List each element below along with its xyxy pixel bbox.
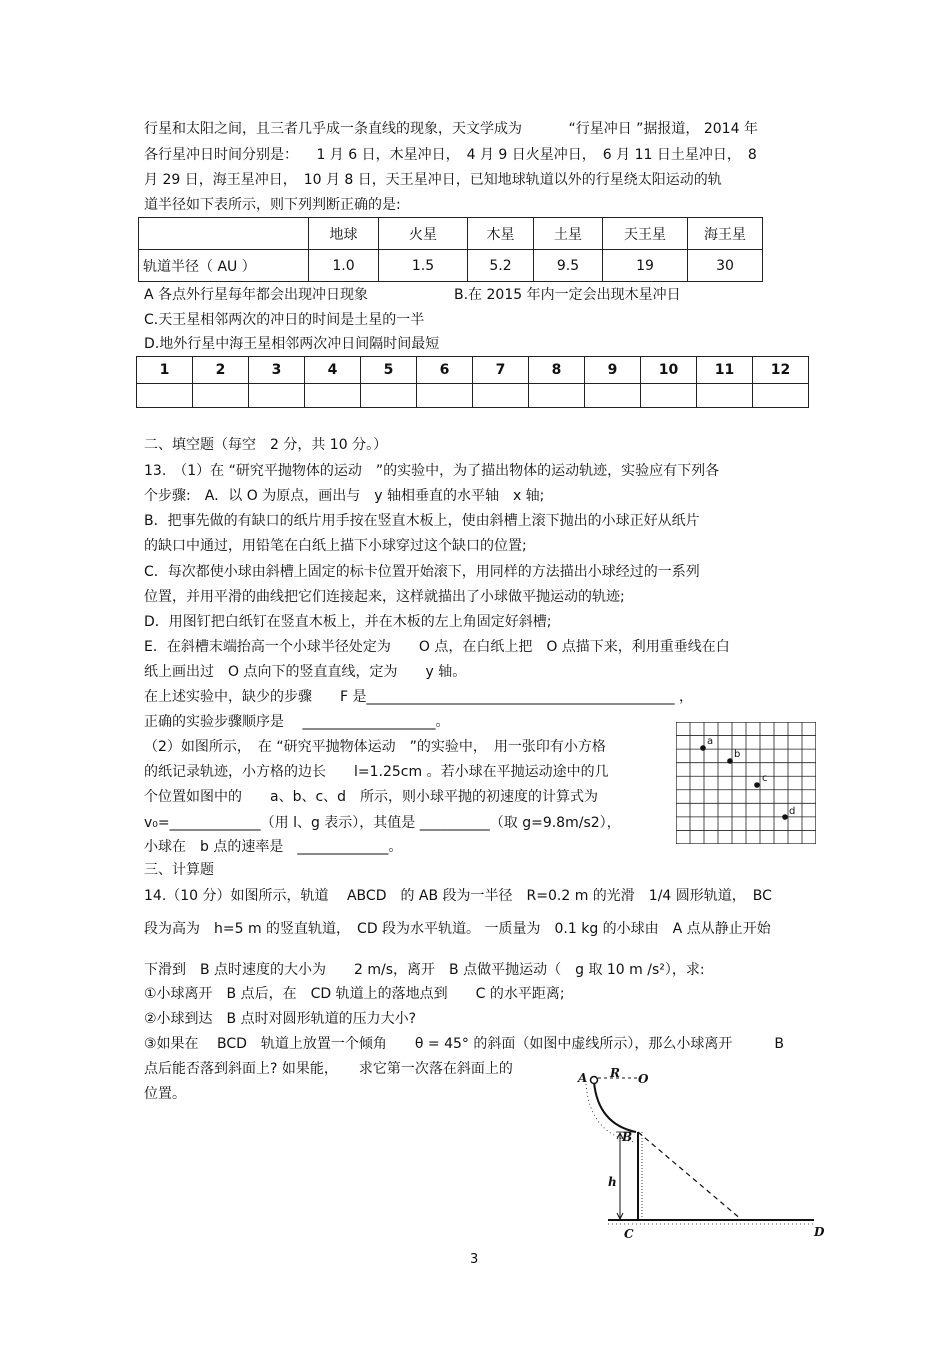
q13-line: 位置，并用平滑的曲线把它们连接起来，这样就描出了小球做平抛运动的轨迹; xyxy=(144,589,625,605)
orbit-value-cell: 30 xyxy=(688,250,763,282)
answer-blank-cell[interactable] xyxy=(305,384,361,408)
answer-number-cell: 5 xyxy=(361,357,417,384)
orbit-radius-table xyxy=(138,217,763,282)
section2-title: 二、填空题（每空 2 分，共 10 分。） xyxy=(144,437,388,453)
intro-line-4: 道半径如下表所示，则下列判断正确的是: xyxy=(144,197,401,213)
point-b-label: b xyxy=(734,749,741,760)
label-r: R xyxy=(610,1068,620,1080)
label-c: C xyxy=(624,1227,634,1241)
point-b-dot xyxy=(727,758,733,764)
orbit-header-cell: 天王星 xyxy=(603,218,688,250)
answer-blank-cell[interactable] xyxy=(137,384,193,408)
q13-line: 个位置如图中的 a、b、c、d 所示，则小球平抛的初速度的计算式为 xyxy=(144,789,599,805)
intro-line-3: 月 29 日，海王星冲日， 10 月 8 日，天王星冲日，已知地球轨道以外的行星绕太阳运动的轨 xyxy=(144,172,722,188)
label-h: h xyxy=(608,1175,617,1189)
q14-line: ②小球到达 B 点时对圆形轨道的压力大小? xyxy=(144,1011,417,1027)
q13-line: 在上述实验中，缺少的步骤 F 是____________________________________________ ， xyxy=(144,689,693,705)
answer-number-cell: 4 xyxy=(305,357,361,384)
orbit-header-cell: 火星 xyxy=(379,218,468,250)
section3-title: 三、计算题 xyxy=(144,862,214,878)
point-c-label: c xyxy=(762,773,768,784)
q14-line: 位置。 xyxy=(144,1086,186,1102)
q14-line: 段为高为 h=5 m 的竖直轨道， CD 段为水平轨道。 一质量为 0.1 kg 的小球由 A 点从静止开始 xyxy=(144,921,771,937)
orbit-value-cell: 19 xyxy=(603,250,688,282)
orbit-row-label: 轨道半径（ AU ） xyxy=(139,250,309,282)
point-d-label: d xyxy=(789,806,796,817)
q13-line: 13. （1）在 “研究平抛物体的运动 ”的实验中，为了描出物体的运动轨迹，实验应有下列各 xyxy=(144,463,720,479)
answer-number-cell: 9 xyxy=(585,357,641,384)
answer-blank-cell[interactable] xyxy=(249,384,305,408)
label-a: A xyxy=(578,1071,588,1085)
q13-line: 小球在 b 点的速率是 _____________。 xyxy=(144,839,403,855)
arc-track-ab xyxy=(594,1082,636,1132)
answer-number-cell: 11 xyxy=(697,357,753,384)
answer-blank-cell[interactable] xyxy=(753,384,809,408)
answer-blank-cell[interactable] xyxy=(193,384,249,408)
label-b: B xyxy=(622,1130,633,1144)
ball xyxy=(591,1077,598,1084)
answer-blank-cell[interactable] xyxy=(697,384,753,408)
incline-dashed-line xyxy=(638,1132,742,1220)
orbit-header-cell: 海王星 xyxy=(688,218,763,250)
track-lines xyxy=(586,1078,814,1224)
q14-line: 下滑到 B 点时速度的大小为 2 m/s，离开 B 点做平抛运动（ g 取 10 m /s²），求: xyxy=(144,962,705,978)
answer-number-cell: 12 xyxy=(753,357,809,384)
q14-line: 点后能否落到斜面上? 如果能， 求它第一次落在斜面上的 xyxy=(144,1061,513,1077)
answer-number-row xyxy=(137,357,809,384)
option-b: B.在 2015 年内一定会出现木星冲日 xyxy=(454,287,681,303)
q13-line: E．在斜槽末端抬高一个小球半径处定为 O 点，在白纸上把 O 点描下来，利用重垂线在白 xyxy=(144,639,730,655)
point-a-dot xyxy=(700,745,706,751)
q13-line: （2）如图所示， 在 “研究平抛物体运动 ”的实验中， 用一张印有小方格 xyxy=(144,739,606,755)
answer-blank-cell[interactable] xyxy=(361,384,417,408)
q13-line: 个步骤: A．以 O 为原点，画出与 y 轴相垂直的水平轴 x 轴; xyxy=(144,488,545,504)
q14-line: 14.（10 分）如图所示，轨道 ABCD 的 AB 段为一半径 R=0.2 m 的光滑 1/4 圆形轨道， BC xyxy=(144,888,772,904)
answer-number-cell: 7 xyxy=(473,357,529,384)
orbit-table-header-row xyxy=(139,218,763,250)
q13-line: 的缺口中通过，用铅笔在白纸上描下小球穿过这个缺口的位置; xyxy=(144,538,527,554)
answer-number-cell: 6 xyxy=(417,357,473,384)
grid-lines xyxy=(676,722,816,844)
answer-blank-cell[interactable] xyxy=(641,384,697,408)
answer-number-cell: 1 xyxy=(137,357,193,384)
q13-line: 正确的实验步骤顺序是 ___________________。 xyxy=(144,714,450,730)
q13-line: v₀=_____________（用 l、g 表示），其值是 __________（取 g=9.8m/s2）， xyxy=(144,815,621,831)
orbit-header-cell xyxy=(139,218,309,250)
trajectory-grid-figure xyxy=(676,722,816,844)
q13-line: 纸上画出过 O 点向下的竖直直线，定为 y 轴。 xyxy=(144,664,467,680)
orbit-value-cell: 9.5 xyxy=(534,250,603,282)
orbit-value-cell: 5.2 xyxy=(468,250,534,282)
track-diagram xyxy=(576,1068,830,1244)
answer-number-cell: 10 xyxy=(641,357,697,384)
answer-blank-row xyxy=(137,384,809,408)
answer-number-cell: 2 xyxy=(193,357,249,384)
point-d-dot xyxy=(782,814,788,820)
orbit-header-cell: 地球 xyxy=(309,218,379,250)
orbit-header-cell: 木星 xyxy=(468,218,534,250)
label-d: D xyxy=(814,1225,825,1239)
page-number: 3 xyxy=(470,1252,479,1267)
q13-line: 的纸记录轨迹，小方格的边长 l=1.25cm 。若小球在平抛运动途中的几 xyxy=(144,764,609,780)
q13-line: D．用图钉把白纸钉在竖直木板上，并在木板的左上角固定好斜槽; xyxy=(144,614,552,630)
answer-blank-cell[interactable] xyxy=(585,384,641,408)
label-o: O xyxy=(638,1072,649,1086)
orbit-table-value-row xyxy=(139,250,763,282)
answer-table xyxy=(136,356,809,408)
answer-blank-cell[interactable] xyxy=(417,384,473,408)
answer-blank-cell[interactable] xyxy=(529,384,585,408)
q13-line: B．把事先做的有缺口的纸片用手按在竖直木板上，使由斜槽上滚下抛出的小球正好从纸片 xyxy=(144,513,700,529)
q13-line: C．每次都使小球由斜槽上固定的标卡位置开始滚下，用同样的方法描出小球经过的一系列 xyxy=(144,564,700,580)
orbit-value-cell: 1.0 xyxy=(309,250,379,282)
q14-line: ①小球离开 B 点后，在 CD 轨道上的落地点到 C 的水平距离; xyxy=(144,986,565,1002)
option-c: C.天王星相邻两次的冲日的时间是土星的一半 xyxy=(144,312,425,328)
answer-number-cell: 8 xyxy=(529,357,585,384)
q14-line: ③如果在 BCD 轨道上放置一个倾角 θ = 45° 的斜面（如图中虚线所示），那么小球离开 B xyxy=(144,1036,784,1052)
point-c-dot xyxy=(754,782,760,788)
orbit-header-cell: 土星 xyxy=(534,218,603,250)
option-a: A 各点外行星每年都会出现冲日现象 xyxy=(144,287,369,303)
answer-blank-cell[interactable] xyxy=(473,384,529,408)
intro-line-1: 行星和太阳之间，且三者几乎成一条直线的现象，天文学成为 “行星冲日 ”据报道， 2014 年 xyxy=(144,121,758,137)
intro-line-2: 各行星冲日时间分别是： 1 月 6 日，木星冲日， 4 月 9 日火星冲日， 6 月 11 日土星冲日， 8 xyxy=(144,147,757,163)
option-d: D.地外行星中海王星相邻两次冲日间隔时间最短 xyxy=(144,336,440,352)
orbit-value-cell: 1.5 xyxy=(379,250,468,282)
answer-number-cell: 3 xyxy=(249,357,305,384)
point-a-label: a xyxy=(707,736,714,747)
